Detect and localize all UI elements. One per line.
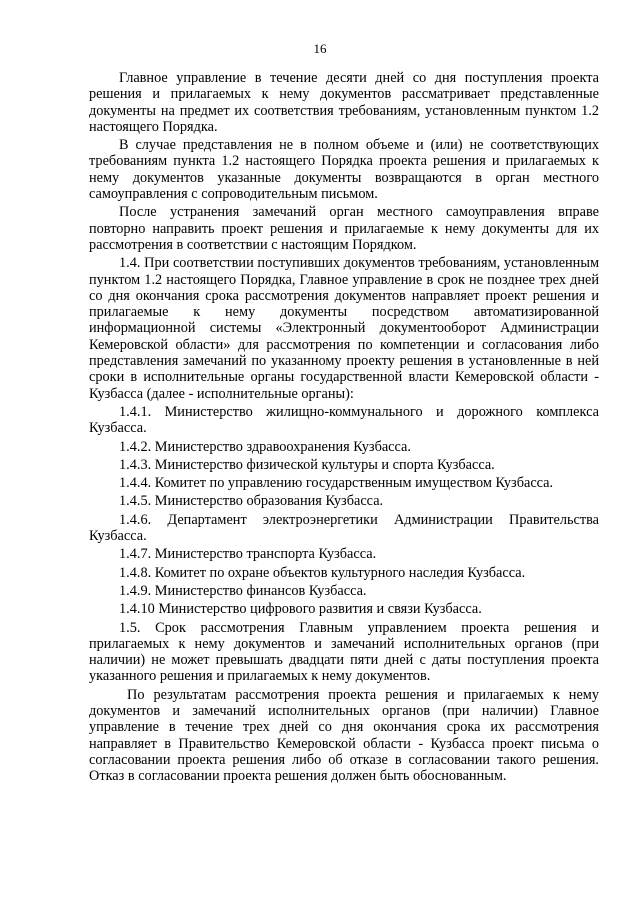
list-item-1-4-9: 1.4.9. Министерство финансов Кузбасса.: [119, 582, 367, 599]
list-item-1-4-10: 1.4.10 Министерство цифрового развития и связи Кузбасса.: [119, 601, 482, 618]
paragraph-results: По результатам рассмотрения проекта решения и прилагаемых к нему документов и замечаний исполнительных органов (при наличии) Главное управление в течение трех дней со дня окончания срока их рассмотрения направляет в Правительство Кемеровской области - Кузбасса проект письма о согласовании проекта решения либо об отказе в согласовании такого решения. Отказ в согласовании проекта решения должен быть обоснованным.: [89, 686, 599, 785]
paragraph-resubmit: После устранения замечаний орган местного самоуправления вправе повторно направить проект решения и прилагаемые к нему документы для их рассмотрения в соответствии с настоящим Порядком.: [89, 204, 599, 253]
paragraph-review: Главное управление в течение десяти дней со дня поступления проекта решения и прилагаемых к нему документов рассматривает представленные документы на предмет их соответствия требованиям, установленным пунктом 1.2 настоящего Порядка.: [89, 70, 599, 135]
list-item-1-4-8: 1.4.8. Комитет по охране объектов культурного наследия Кузбасса.: [119, 564, 526, 581]
list-item-1-4-3: 1.4.3. Министерство физической культуры и спорта Кузбасса.: [119, 456, 495, 473]
document-body: [89, 70, 599, 784]
paragraph-1-4: 1.4. При соответствии поступивших документов требованиям, установленным пунктом 1.2 настоящего Порядка, Главное управление в срок не позднее трех дней со дня окончания срока рассмотрения документов направляет проект решения и прилагаемые к нему документы посредством автоматизированной информационной системы «Электронный документооборот Администрации Кемеровской области» для рассмотрения по компетенции и согласования либо представления замечаний по указанному проекту решения в установленные в ней сроки в исполнительные органы государственной власти Кемеровской области - Кузбасса (далее - исполнительные органы):: [89, 255, 599, 402]
list-item-1-4-2: 1.4.2. Министерство здравоохранения Кузбасса.: [119, 438, 411, 455]
list-item-1-4-4: 1.4.4. Комитет по управлению государственным имуществом Кузбасса.: [119, 475, 554, 492]
paragraph-return: В случае представления не в полном объеме и (или) не соответствующих требованиям пункта 1.2 настоящего Порядка проекта решения и прилагаемых к нему документов указанные документы возвращаются в орган местного самоуправления с сопроводительным письмом.: [89, 137, 599, 203]
list-item-1-4-6: 1.4.6. Департамент электроэнергетики Администрации Правительства Кузбасса.: [89, 511, 599, 545]
list-item-1-4-5: 1.4.5. Министерство образования Кузбасса.: [119, 493, 384, 510]
page-number: 16: [313, 41, 327, 56]
paragraph-1-5: 1.5. Срок рассмотрения Главным управлением проекта решения и прилагаемых к нему документов и замечаний исполнительных органов (при наличии) не может превышать двадцати пяти дней с даты поступления проекта указанного решения и прилагаемых к нему документов.: [89, 619, 599, 685]
list-item-1-4-7: 1.4.7. Министерство транспорта Кузбасса.: [119, 546, 377, 563]
list-item-1-4-1: 1.4.1. Министерство жилищно-коммунального и дорожного комплекса Кузбасса.: [89, 403, 599, 437]
